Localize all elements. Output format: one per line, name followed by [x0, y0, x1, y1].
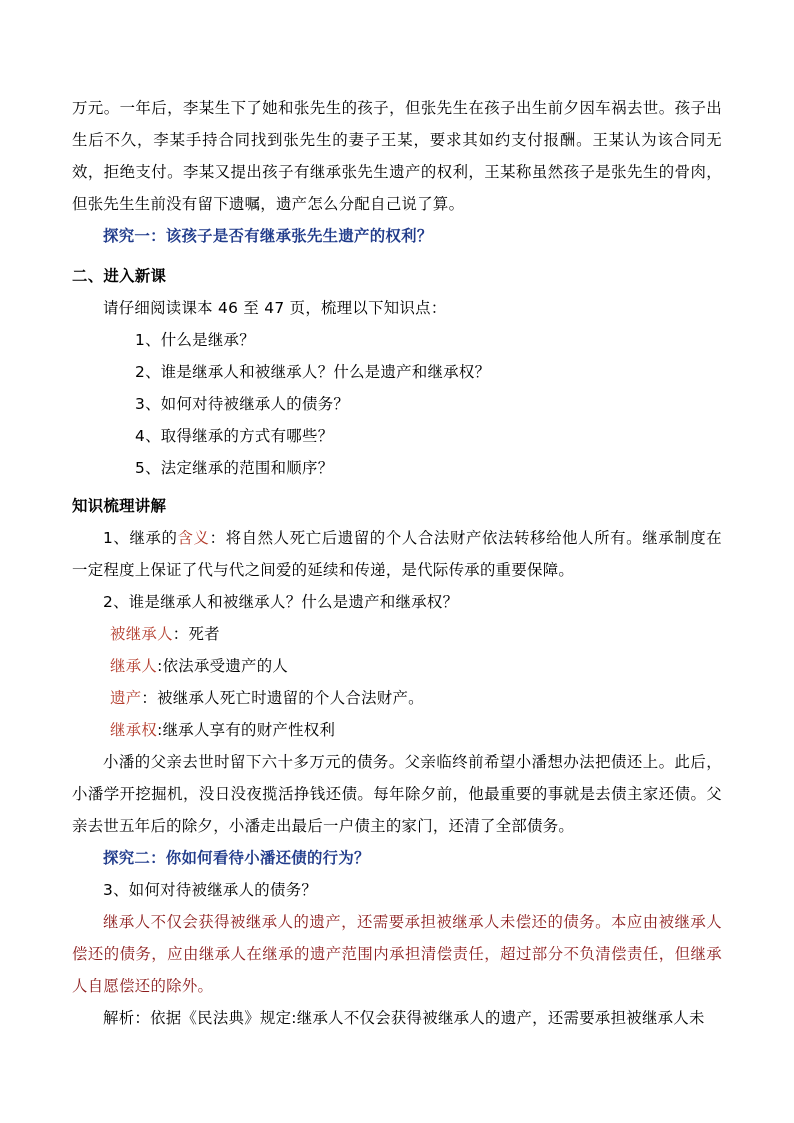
list-item: 3、如何对待被继承人的债务？	[135, 395, 350, 413]
meaning: 死者	[188, 625, 220, 643]
section-title-new-lesson: 二、进入新课	[72, 267, 167, 285]
term: 继承权	[110, 721, 158, 739]
list-item: 1、什么是继承？	[135, 331, 255, 349]
separator: ：	[141, 689, 158, 707]
meaning: 依法承受遗产的人	[162, 657, 289, 675]
definition-item	[72, 650, 722, 682]
meaning: 被继承人死亡时遗留的个人合法财产。	[157, 689, 424, 707]
question-2: 2、谁是继承人和被继承人？什么是遗产和继承权？	[103, 593, 459, 611]
definition-prefix: 1、继承的	[103, 529, 178, 547]
list-item: 4、取得继承的方式有哪些？	[135, 427, 334, 445]
term: 继承人	[110, 657, 158, 675]
list-item: 5、法定继承的范围和顺序？	[135, 459, 334, 477]
list-item: 2、谁是继承人和被继承人？什么是遗产和继承权？	[135, 363, 491, 381]
definition-term: 含义	[177, 529, 210, 547]
term: 被继承人	[110, 625, 173, 643]
definition-list	[72, 618, 722, 746]
definition-item	[72, 682, 722, 714]
document-page	[72, 92, 722, 1034]
inheritance-definition	[72, 522, 722, 586]
intro-paragraph: 万元。一年后，李某生下了她和张先生的孩子，但张先生在孩子出生前夕因车祸去世。孩子出生后不久，李某手持合同找到张先生的妻子王某，要求其如约支付报酬。王某认为该合同无效，拒绝支付。李某又提出孩子有继承张先生遗产的权利，王某称虽然孩子是张先生的骨肉，但张先生生前没有留下遗嘱，遗产怎么分配自己说了算。	[72, 99, 722, 213]
analysis-paragraph: 解析：依据《民法典》规定:继承人不仅会获得被继承人的遗产，还需要承担被继承人未	[103, 1009, 705, 1027]
reading-instruction: 请仔细阅读课本 46 至 47 页，梳理以下知识点：	[103, 299, 447, 317]
separator: ：	[172, 625, 189, 643]
section-title-knowledge: 知识梳理讲解	[72, 497, 167, 515]
story-paragraph: 小潘的父亲去世时留下六十多万元的债务。父亲临终前希望小潘想办法把债还上。此后，小潘学开挖掘机，没日没夜揽活挣钱还债。每年除夕前，他最重要的事就是去债主家还债。父亲去世五年后的除夕，小潘走出最后一户债主的家门，还清了全部债务。	[72, 753, 722, 835]
definition-item	[72, 714, 722, 746]
explore-question-2: 探究二：你如何看待小潘还债的行为？	[103, 849, 370, 867]
definition-item	[72, 618, 722, 650]
explore-question-1: 探究一：该孩子是否有继承张先生遗产的权利？	[103, 227, 433, 245]
knowledge-point-list	[72, 324, 722, 484]
meaning: 继承人享有的财产性权利	[162, 721, 336, 739]
definition-text: ：将自然人死亡后遗留的个人合法财产依法转移给他人所有。继承制度在一定程度上保证了代与代之间爱的延续和传递，是代际传承的重要保障。	[72, 529, 722, 579]
separator: :	[157, 721, 163, 739]
answer-3: 继承人不仅会获得被继承人的遗产，还需要承担被继承人未偿还的债务。本应由被继承人偿还的债务，应由继承人在继承的遗产范围内承担清偿责任，超过部分不负清偿责任，但继承人自愿偿还的除外。	[72, 913, 722, 995]
question-3: 3、如何对待被继承人的债务？	[103, 881, 318, 899]
separator: :	[157, 657, 163, 675]
term: 遗产	[110, 689, 142, 707]
